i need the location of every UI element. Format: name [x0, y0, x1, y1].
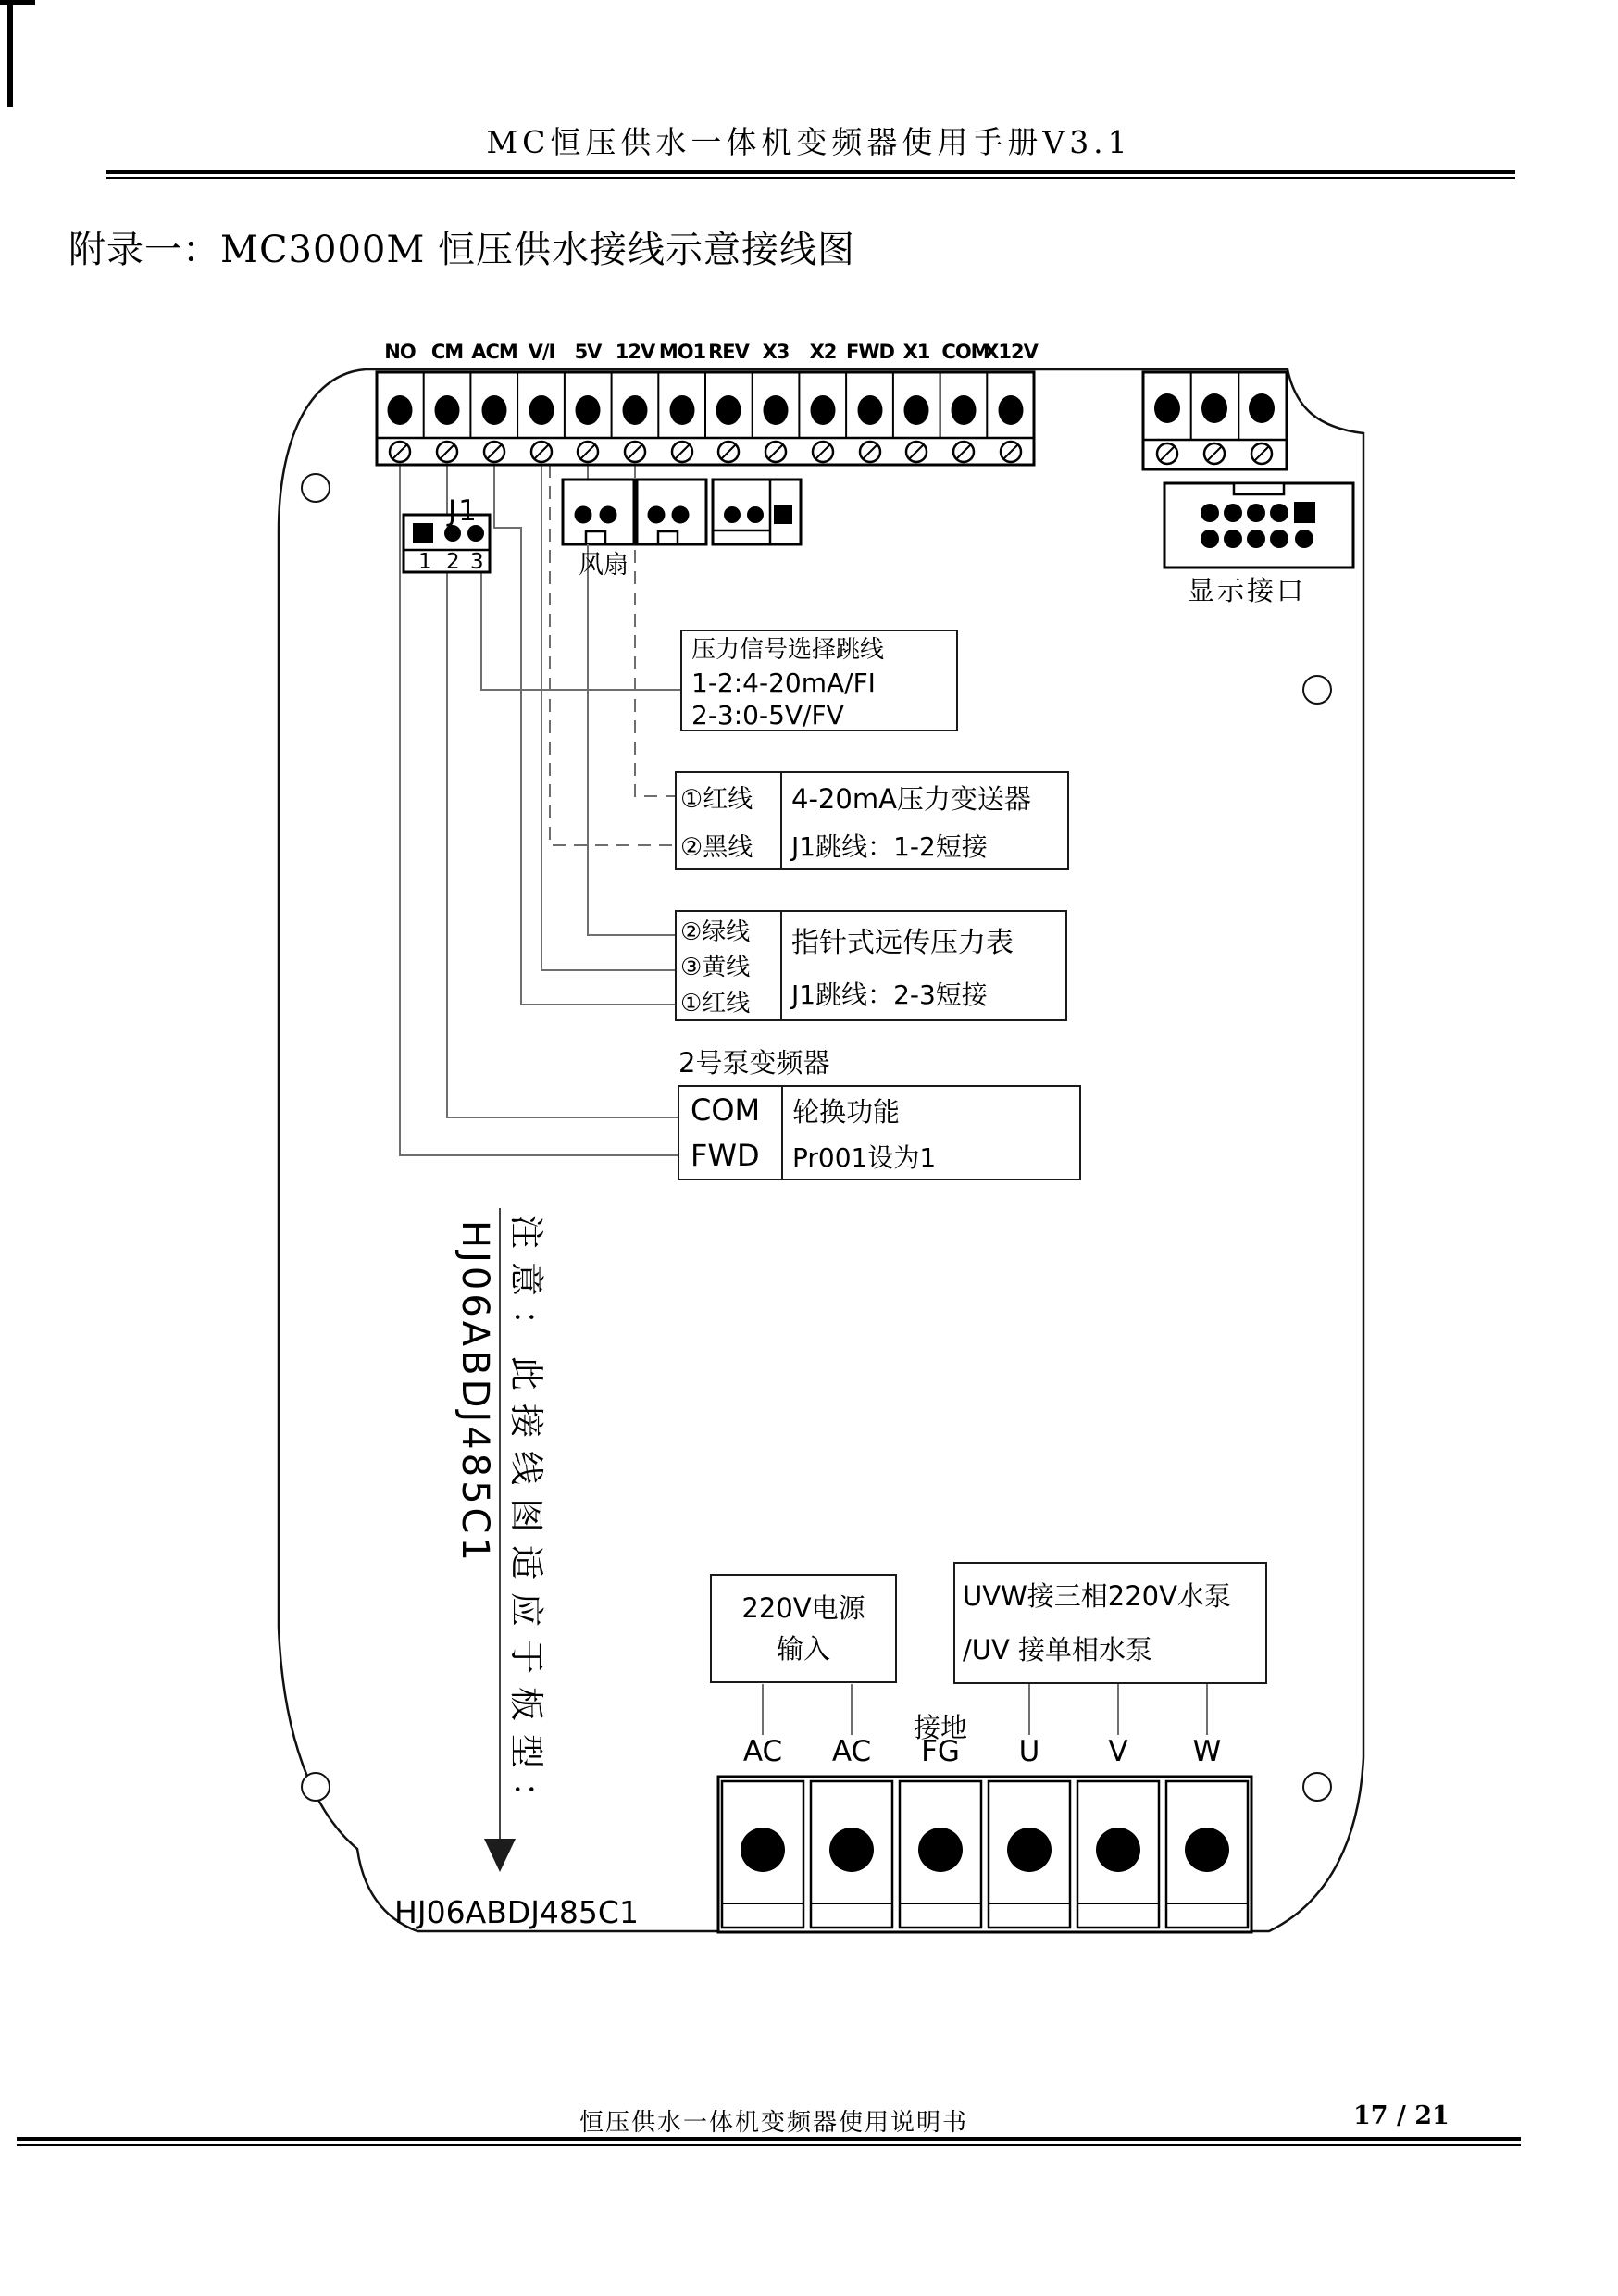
- pump2-label: 2号泵变频器: [678, 1047, 830, 1079]
- power-terminal-label: FG: [921, 1735, 960, 1768]
- page-title: 附录一：MC3000M 恒压供水接线示意接线图: [68, 229, 856, 271]
- power-terminal-label: W: [1192, 1735, 1222, 1768]
- pressure-jumper-box: [680, 630, 958, 731]
- gauge-desc: 指针式远传压力表: [791, 927, 1014, 959]
- gauge-wire-green: ②绿线: [680, 917, 751, 946]
- fan-label: 风扇: [579, 551, 629, 580]
- power-input-line1: 220V电源: [741, 1592, 865, 1624]
- terminal-label: FWD: [846, 341, 894, 363]
- board-model-label: HJ06ABDJ485C1: [394, 1894, 639, 1930]
- header-title: MC恒压供水一体机变频器使用手册V3.1: [486, 124, 1132, 160]
- pressure-jumper-option-2: 2-3:0-5V/FV: [691, 700, 844, 730]
- pressure-jumper-option-1: 1-2:4-20mA/FI: [691, 668, 876, 698]
- power-terminal-label: AC: [742, 1735, 783, 1768]
- gauge-wire-yellow: ③黄线: [680, 954, 751, 982]
- footer-title: 恒压供水一体机变频器使用说明书: [579, 2109, 969, 2137]
- terminal-label: ACM: [471, 341, 517, 363]
- j1-pin-number: 1: [418, 550, 432, 574]
- footer-page-number: 17 / 21: [1353, 2102, 1450, 2130]
- ground-label: 接地: [913, 1712, 968, 1743]
- pump-output-line1: UVW接三相220V水泵: [963, 1580, 1231, 1612]
- pump2-setting: Pr001设为1: [792, 1142, 937, 1173]
- page-corner-mark: [0, 0, 35, 107]
- terminal-label: NO: [384, 341, 416, 363]
- transmitter-jumper-setting: J1跳线：1-2短接: [791, 830, 988, 862]
- pump2-desc: 轮换功能: [792, 1095, 901, 1128]
- terminal-label: X12V: [984, 341, 1038, 363]
- gauge-jumper-setting: J1跳线：2-3短接: [791, 980, 988, 1010]
- note-vertical-text: 注意：此接线图适应于板型：: [506, 1215, 546, 1828]
- terminal-label: X1: [902, 341, 930, 363]
- pump-output-line2: /UV 接单相水泵: [963, 1634, 1153, 1666]
- pump-output-box: [953, 1562, 1267, 1684]
- transmitter-wire-red: ①红线: [680, 785, 753, 815]
- io-terminal-strip: [377, 372, 1034, 465]
- relay-terminal-block: [1143, 372, 1287, 469]
- transmitter-box: [675, 771, 1069, 870]
- aux-connector: [637, 480, 706, 544]
- transmitter-desc: 4-20mA压力变送器: [791, 782, 1031, 815]
- power-input-box: [710, 1574, 897, 1683]
- power-terminal-label: AC: [831, 1735, 872, 1768]
- keyed-connector: [713, 480, 801, 544]
- terminal-label: 5V: [574, 341, 602, 363]
- power-terminal-label: U: [1018, 1735, 1040, 1768]
- power-terminal-label: V: [1108, 1735, 1128, 1768]
- gauge-wire-red: ①红线: [680, 990, 751, 1018]
- wire-j1-select: [481, 572, 680, 690]
- j1-pin-number: 2: [446, 550, 460, 574]
- power-input-line2: 输入: [776, 1633, 830, 1665]
- power-terminal-block: [718, 1777, 1251, 1932]
- terminal-label: X2: [809, 341, 837, 363]
- display-port-label: 显示接口: [1187, 575, 1307, 606]
- board-model-vertical: HJ06ABDJ485C1: [454, 1220, 496, 1565]
- terminal-label: REV: [708, 341, 749, 363]
- pump2-terminal-com: COM: [691, 1092, 761, 1128]
- display-connector: [1164, 483, 1353, 568]
- transmitter-wire-black: ②黑线: [680, 832, 753, 862]
- terminal-label: V/I: [528, 341, 555, 363]
- footer-rule-thin: [17, 2144, 1521, 2146]
- pump2-terminal-fwd: FWD: [691, 1138, 760, 1174]
- pump2-box: [678, 1085, 1081, 1180]
- footer-rule-thick: [17, 2137, 1521, 2141]
- terminal-label: X3: [762, 341, 790, 363]
- j1-pin-number: 3: [470, 550, 484, 574]
- pressure-jumper-title: 压力信号选择跳线: [691, 636, 885, 664]
- terminal-label: MO1: [658, 341, 706, 363]
- gauge-box: [675, 910, 1067, 1021]
- terminal-label: COM: [941, 341, 989, 363]
- terminal-label: CM: [430, 341, 464, 363]
- j1-label: J1: [448, 494, 479, 528]
- terminal-label: 12V: [615, 341, 655, 363]
